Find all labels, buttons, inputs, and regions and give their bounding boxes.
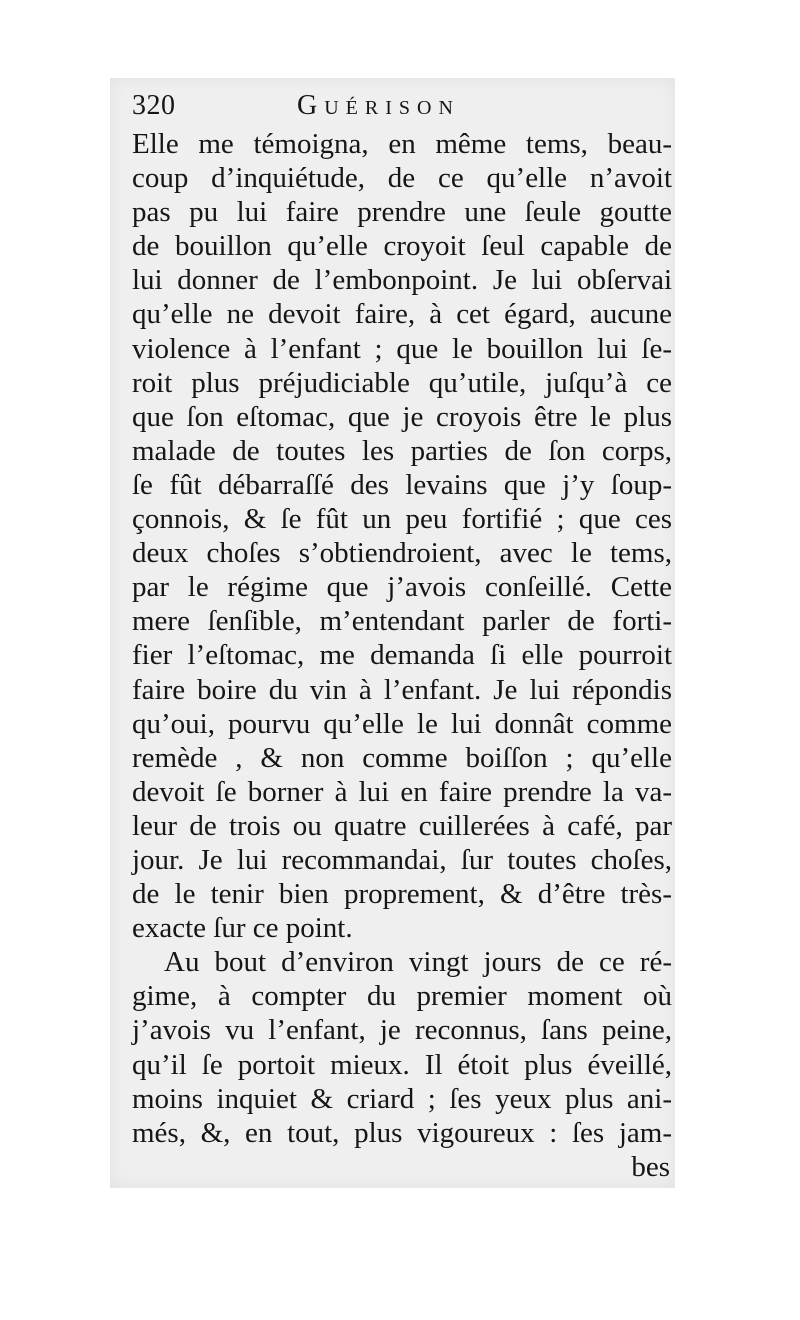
body-text (132, 127, 672, 1184)
text-line: j’avois vu l’enfant, je reconnus, ſans peine, (132, 1014, 672, 1047)
text-line: remède , & non comme boiſſon ; qu’elle (132, 741, 672, 774)
text-line: faire boire du vin à l’enfant. Je lui répondis (132, 673, 672, 706)
text-line: deux choſes s’obtiendroient, avec le tems, (132, 537, 672, 570)
text-line: ſe fût débarraſſé des levains que j’y ſoup- (132, 468, 672, 501)
text-line: fier l’eſtomac, me demanda ſi elle pourroit (132, 639, 672, 672)
text-line: pas pu lui faire prendre une ſeule goutte (132, 196, 672, 229)
text-line: par le régime que j’avois conſeillé. Cette (132, 571, 672, 604)
catchword: bes (631, 1150, 670, 1183)
text-line: qu’elle ne devoit faire, à cet égard, aucune (132, 298, 672, 331)
text-line: çonnois, & ſe fût un peu fortifié ; que ces (132, 503, 672, 536)
text-line: gime, à compter du premier moment où (132, 980, 672, 1013)
text-line: Au bout d’environ vingt jours de ce ré- (164, 946, 672, 979)
text-line: exacte ſur ce point. (132, 912, 353, 945)
text-line: Elle me témoigna, en même tems, beau- (132, 128, 672, 160)
text-line: malade de toutes les parties de ſon corps, (132, 434, 672, 467)
page-number: 320 (132, 90, 176, 121)
text-line: violence à l’enfant ; que le bouillon lui ſe- (132, 332, 672, 365)
text-line: coup d’inquiétude, de ce qu’elle n’avoit (132, 162, 672, 195)
text-line: que ſon eſtomac, que je croyois être le plus (132, 400, 672, 433)
text-line: de bouillon qu’elle croyoit ſeul capable de (132, 230, 672, 263)
text-line: roit plus préjudiciable qu’utile, juſqu’à ce (132, 366, 672, 399)
text-line: devoit ſe borner à lui en faire prendre la va- (132, 775, 672, 808)
text-line: moins inquiet & criard ; ſes yeux plus ani- (132, 1082, 672, 1115)
text-line: lui donner de l’embonpoint. Je lui obſervai (132, 264, 672, 297)
text-line: més, &, en tout, plus vigoureux : ſes jam- (132, 1116, 672, 1149)
text-line: leur de trois ou quatre cuillerées à café, par (132, 809, 672, 842)
text-line: qu’oui, pourvu qu’elle le lui donnât comme (132, 707, 672, 740)
text-line: qu’il ſe portoit mieux. Il étoit plus éveillé, (132, 1048, 672, 1081)
text-line: mere ſenſible, m’entendant parler de forti- (132, 605, 672, 638)
running-head (132, 86, 672, 126)
running-title: Guérison (297, 90, 460, 121)
text-line: jour. Je lui recommandai, ſur toutes choſes, (132, 843, 672, 876)
text-line: de le tenir bien proprement, & d’être très- (132, 878, 672, 911)
